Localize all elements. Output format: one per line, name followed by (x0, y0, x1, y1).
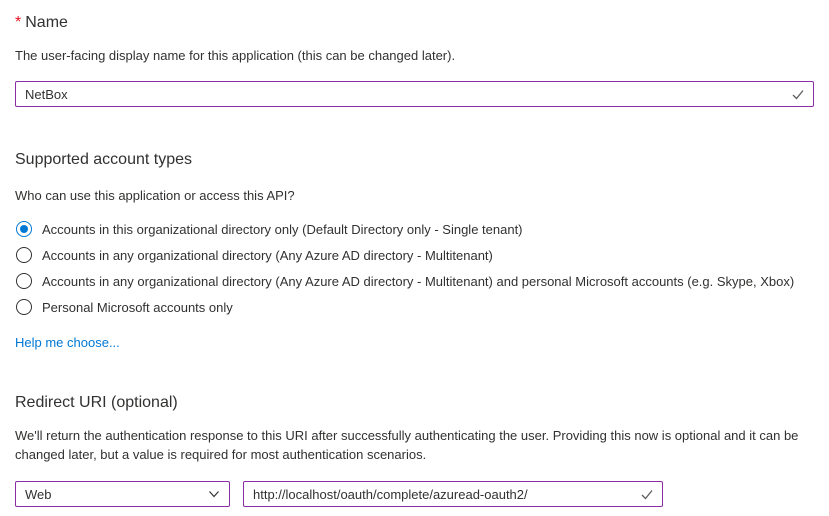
account-types-section-title: Supported account types (15, 151, 193, 168)
name-title-text: Name (25, 14, 68, 31)
radio-option-personal-only[interactable] (15, 294, 814, 320)
account-types-question: Who can use this application or access this API? (15, 188, 295, 203)
radio-button-icon[interactable] (16, 247, 32, 263)
redirect-uri-input[interactable] (244, 487, 662, 502)
chevron-down-icon (208, 488, 220, 500)
radio-button-icon[interactable] (16, 221, 32, 237)
name-input-container (15, 81, 814, 107)
radio-option-label: Accounts in any organizational directory (Any Azure AD directory - Multitenant) and personal Microsoft accounts (e.g. Skype, Xbox) (42, 273, 795, 289)
account-types-radio-group (15, 216, 814, 320)
help-me-choose-link[interactable]: Help me choose... (15, 335, 120, 350)
radio-option-label: Personal Microsoft accounts only (42, 299, 233, 315)
radio-button-icon[interactable] (16, 299, 32, 315)
radio-option-label: Accounts in this organizational directory only (Default Directory only - Single tenant) (42, 221, 523, 237)
redirect-uri-row (15, 481, 814, 507)
platform-select-value: Web (25, 486, 52, 502)
name-input[interactable] (16, 87, 813, 102)
required-asterisk: * (15, 14, 22, 31)
radio-button-icon[interactable] (16, 273, 32, 289)
redirect-uri-input-container (243, 481, 663, 507)
radio-option-single-tenant[interactable] (15, 216, 814, 242)
name-description: The user-facing display name for this application (this can be changed later). (15, 48, 456, 63)
radio-option-multitenant-personal[interactable] (15, 268, 814, 294)
radio-option-multitenant[interactable] (15, 242, 814, 268)
radio-option-label: Accounts in any organizational directory (Any Azure AD directory - Multitenant) (42, 247, 493, 263)
name-section-title (15, 12, 814, 33)
redirect-uri-description: We'll return the authentication response to this URI after successfully authenticating the user. Providing this now is optional and it can be changed later, but a value is required for most authentication scenarios. (15, 428, 799, 462)
redirect-uri-section-title: Redirect URI (optional) (15, 394, 178, 411)
platform-select[interactable] (15, 481, 230, 507)
